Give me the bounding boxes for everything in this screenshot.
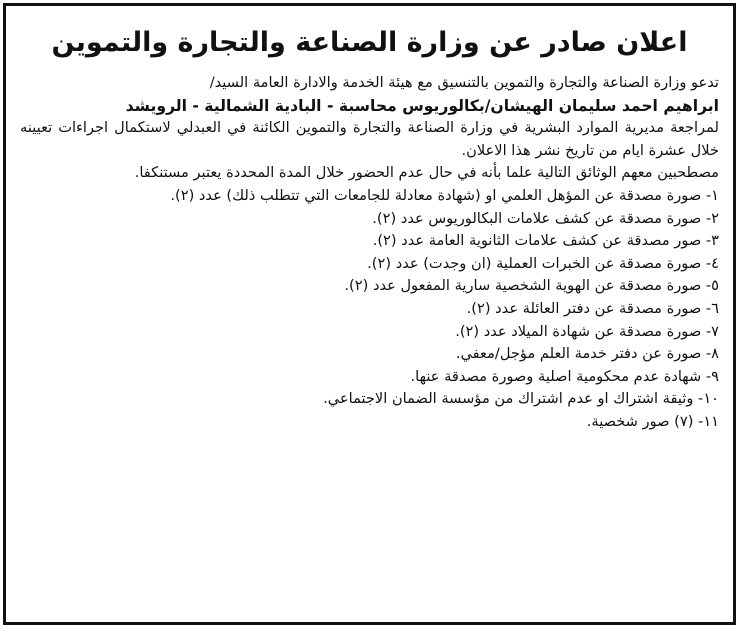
document-item: ١- صورة مصدقة عن المؤهل العلمي او (شهادة معادلة للجامعات التي تتطلب ذلك) عدد (٢).	[170, 186, 719, 204]
document-item: ٦- صورة مصدقة عن دفتر العائلة عدد (٢).	[466, 299, 719, 317]
document-item: ١٠- وثيقة اشتراك او عدم اشتراك من مؤسسة الضمان الاجتماعي.	[323, 390, 719, 408]
review-text: لمراجعة مديرية الموارد البشرية في وزارة الصناعة والتجارة والتموين الكائنة في العبدلي لاستكمال اجراءات تعيينه خلال عشرة ايام من تاريخ نشر هذا الاعلان.	[20, 119, 719, 159]
intro-line: تدعو وزارة الصناعة والتجارة والتموين بالتنسيق مع هيئة الخدمة والادارة العامة السيد/	[209, 74, 719, 91]
document-item: ٤- صورة مصدقة عن الخبرات العملية (ان وجدت) عدد (٢).	[367, 254, 719, 272]
documents-intro: مصطحبين معهم الوثائق التالية علما بأنه في حال عدم الحضور خلال المدة المحددة يعتبر مستنكفا.	[134, 164, 719, 182]
document-item: ٥- صورة مصدقة عن الهوية الشخصية سارية المفعول عدد (٢).	[344, 277, 719, 295]
announcement-frame	[3, 3, 736, 625]
document-item: ٢- صورة مصدقة عن كشف علامات البكالوريوس عدد (٢).	[372, 209, 719, 227]
document-item: ٧- صورة مصدقة عن شهادة الميلاد عدد (٢).	[455, 322, 719, 340]
announcement-title: اعلان صادر عن وزارة الصناعة والتجارة والتموين	[51, 27, 688, 58]
document-item: ٩- شهادة عدم محكومية اصلية وصورة مصدقة عنها.	[410, 367, 719, 385]
document-item: ٣- صور مصدقة عن كشف علامات الثانوية العامة عدد (٢).	[372, 232, 719, 250]
documents-list	[20, 185, 719, 434]
document-item: ٨- صورة عن دفتر خدمة العلم مؤجل/معفي.	[455, 345, 719, 363]
document-item: ١١- (٧) صور شخصية.	[586, 412, 719, 430]
candidate-line: ابراهيم احمد سليمان الهيشان/بكالوريوس محاسبة - البادية الشمالية - الرويشد	[125, 96, 719, 115]
